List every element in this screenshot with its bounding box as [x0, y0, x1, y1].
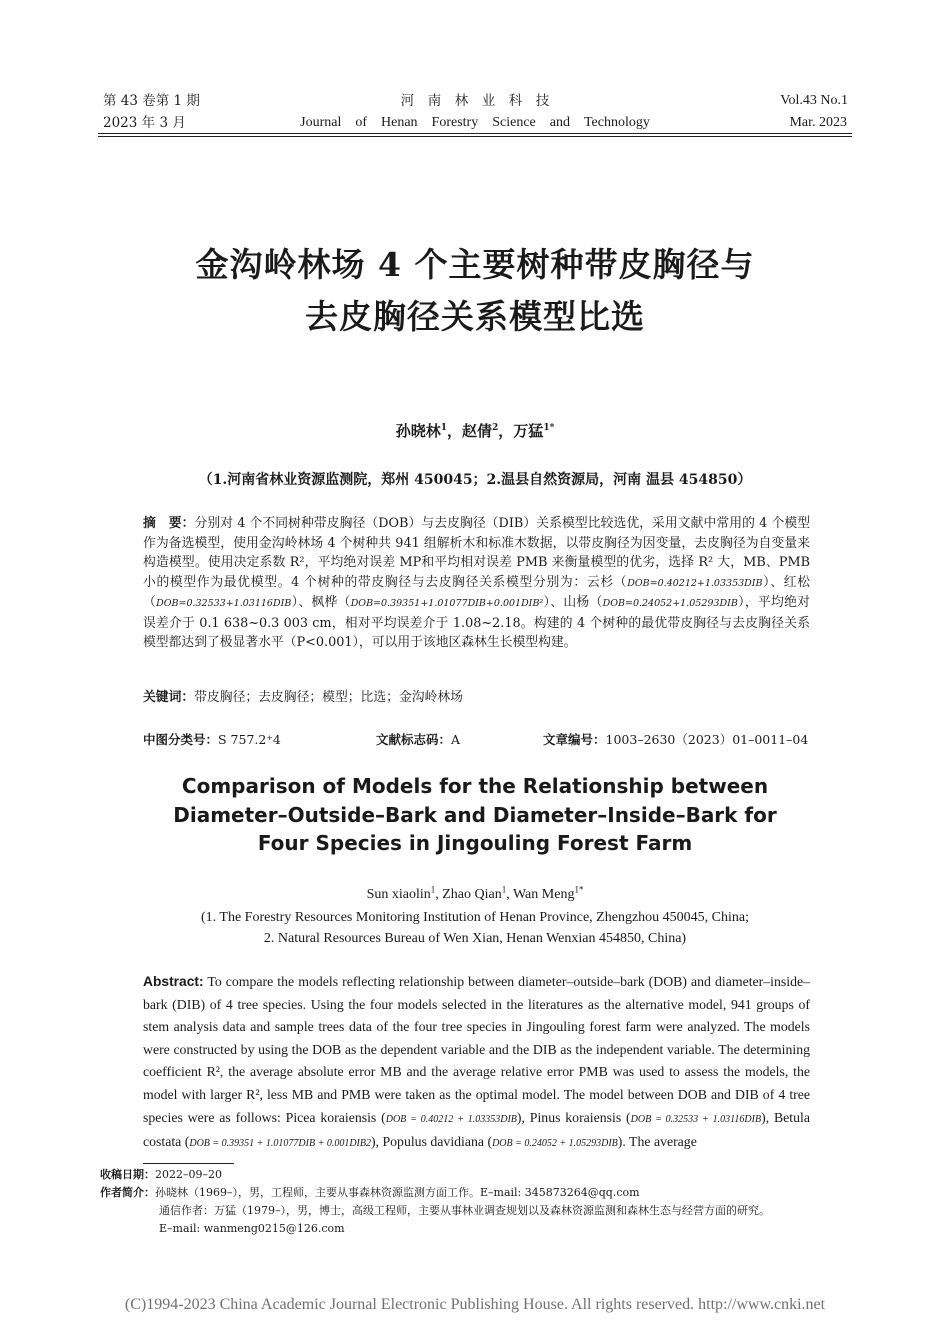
clc-number: 中图分类号：S 757.2⁺4	[143, 732, 281, 747]
author-cn-3: 万猛	[513, 422, 544, 440]
abstract-cn-label: 摘 要：	[143, 516, 195, 531]
journal-name-en: Journal of Henan Forestry Science and Technology	[300, 115, 650, 130]
volume-issue-cn: 第 43 卷第 1 期	[103, 93, 200, 109]
title-cn-line-1: 金沟岭林场 4 个主要树种带皮胸径与	[195, 245, 755, 284]
author-en-3: Wan Meng	[512, 887, 575, 902]
abstract-en: Abstract: To compare the models reflecting relationship between diameter–outside–bark (DOB) and diameter–inside–bark (DIB) of 4 tree species. Using the four models selected in the literatures as the alternative model, 941 groups of stem analysis data and sample trees data of the four tree species in Jingouling forest farm were analyzed. The models were constructed by using the DOB as the dependent variable and the DIB as the independent variable. The determining coefficient R², the average absolute error MB and the average relative error PMB was used to assess the models, the model with larger R², less MB and PMB were taken as the optimal model. The model between DOB and DIB of 4 tree species were as follows: Picea koraiensis (DOB = 0.40212 + 1.03353DIB), Pinus koraiensis (DOB = 0.32533 + 1.03116DIB), Betula costata (DOB = 0.39351 + 1.01077DIB + 0.001DIB2), Populus davidiana (DOB = 0.24052 + 1.05293DIB). The average	[143, 974, 810, 1150]
author-en-2: Zhao Qian	[442, 887, 502, 902]
author-cn-2: 赵倩	[462, 422, 493, 440]
document-code: 文献标志码：A	[376, 732, 461, 747]
title-en-line-3: Four Species in Jingouling Forest Farm	[257, 831, 693, 855]
title-en-line-2: Diameter–Outside–Bark and Diameter–Inside–Bark for	[173, 802, 777, 827]
formula-en-korean-pine: DOB = 0.32533 + 1.03116DIB	[630, 1113, 762, 1125]
author-cn-1: 孙晓林	[395, 422, 441, 440]
header-rule-thin	[98, 136, 852, 137]
header-rule-thick	[98, 133, 852, 134]
formula-en-spruce: DOB = 0.40212 + 1.03353DIB	[385, 1113, 517, 1125]
footnote-rule	[143, 1163, 234, 1164]
title-en	[0, 772, 950, 858]
date-en: Mar. 2023	[789, 115, 847, 130]
formula-en-poplar: DOB = 0.24052 + 1.05293DIB	[492, 1138, 618, 1150]
title-cn-line-2: 去皮胸径关系模型比选	[305, 297, 645, 336]
formula-spruce: DOB=0.40212+1.03353DIB	[627, 577, 763, 589]
title-en-line-1: Comparison of Models for the Relationship between	[181, 774, 769, 798]
cnki-watermark: (C)1994-2023 China Academic Journal Electronic Publishing House. All rights reserved. http://www.cnki.net	[124, 1296, 826, 1313]
formula-birch: DOB=0.39351+1.01077DIB+0.001DIB²	[350, 598, 544, 609]
abstract-cn: 摘 要：分别对 4 个不同树种带皮胸径（DOB）与去皮胸径（DIB）关系模型比较选优，采用文献中常用的 4 个模型作为备选模型，使用金沟岭林场 4 个树种共 941 组解析木和标准木数据，以带皮胸径为因变量，去皮胸径为自变量来构造模型。使用决定系数 R²，平均绝对误差 MP和平均相对误差 PMB 来衡量模型的优劣，选择 R² 大，MB、PMB 小的模型作为最优模型。4 个树种的带皮胸径与去皮胸径关系模型分别为：云杉（DOB=0.40212+1.03353DIB）、红松（DOB=0.32533+1.03116DIB）、枫桦（DOB=0.39351+1.01077DIB+0.001DIB²）、山杨（DOB=0.24052+1.05293DIB），平均绝对误差介于 0.1 638~0.3 003 cm，相对平均误差介于 1.08~2.18。构建的 4 个树种的最优带皮胸径与去皮胸径关系模型都达到了极显著水平（P<0.001），可以用于该地区森林生长模型构建。	[143, 516, 810, 650]
corresponding-email: E–mail: wanmeng0215@126.com	[159, 1222, 345, 1235]
keywords-cn-label: 关键词：	[143, 690, 195, 705]
article-number: 文章编号：1003–2630（2023）01–0011–04	[543, 732, 809, 747]
affiliation-cn: （1.河南省林业资源监测院，郑州 450045；2.温县自然资源局，河南 温县 454850）	[198, 472, 752, 488]
journal-name-cn: 河 南 林 业 科 技	[400, 93, 550, 109]
received-date: 收稿日期：2022–09–20	[100, 1168, 222, 1181]
corresponding-author: 通信作者：万猛（1979–），男，博士，高级工程师，主要从事林业调查规划以及森林资源监测和森林生态与经营方面的研究。	[159, 1204, 770, 1217]
formula-poplar: DOB=0.24052+1.05293DIB	[602, 598, 738, 609]
affiliation-en: (1. The Forestry Resources Monitoring Institution of Henan Province, Zhengzhou 450045, China; 2. Natural Resources Bureau of Wen Xian, Henan Wenxian 454850, China)	[201, 910, 749, 946]
volume-issue-en: Vol.43 No.1	[780, 93, 848, 108]
abstract-en-label: Abstract:	[143, 974, 204, 989]
author-en-1: Sun xiaolin	[366, 887, 431, 902]
author-bio: 作者简介：孙晓林（1969–），男，工程师，主要从事森林资源监测方面工作。E–mail: 345873264@qq.com	[100, 1186, 640, 1199]
authors-cn: 孙晓林$^1$，赵倩$^2$，万猛$^{1*}$	[395, 422, 555, 440]
date-cn: 2023 年 3 月	[103, 115, 186, 131]
authors-en: Sun xiaolin$^1$, Zhao Qian$^1$, Wan Meng$^{1*}$	[366, 884, 584, 902]
formula-korean-pine: DOB=0.32533+1.03116DIB	[156, 598, 292, 609]
keywords-cn: 关键词：带皮胸径；去皮胸径；模型；比选；金沟岭林场	[143, 690, 463, 705]
formula-en-birch: DOB = 0.39351 + 1.01077DIB + 0.001DIB2	[189, 1138, 371, 1150]
